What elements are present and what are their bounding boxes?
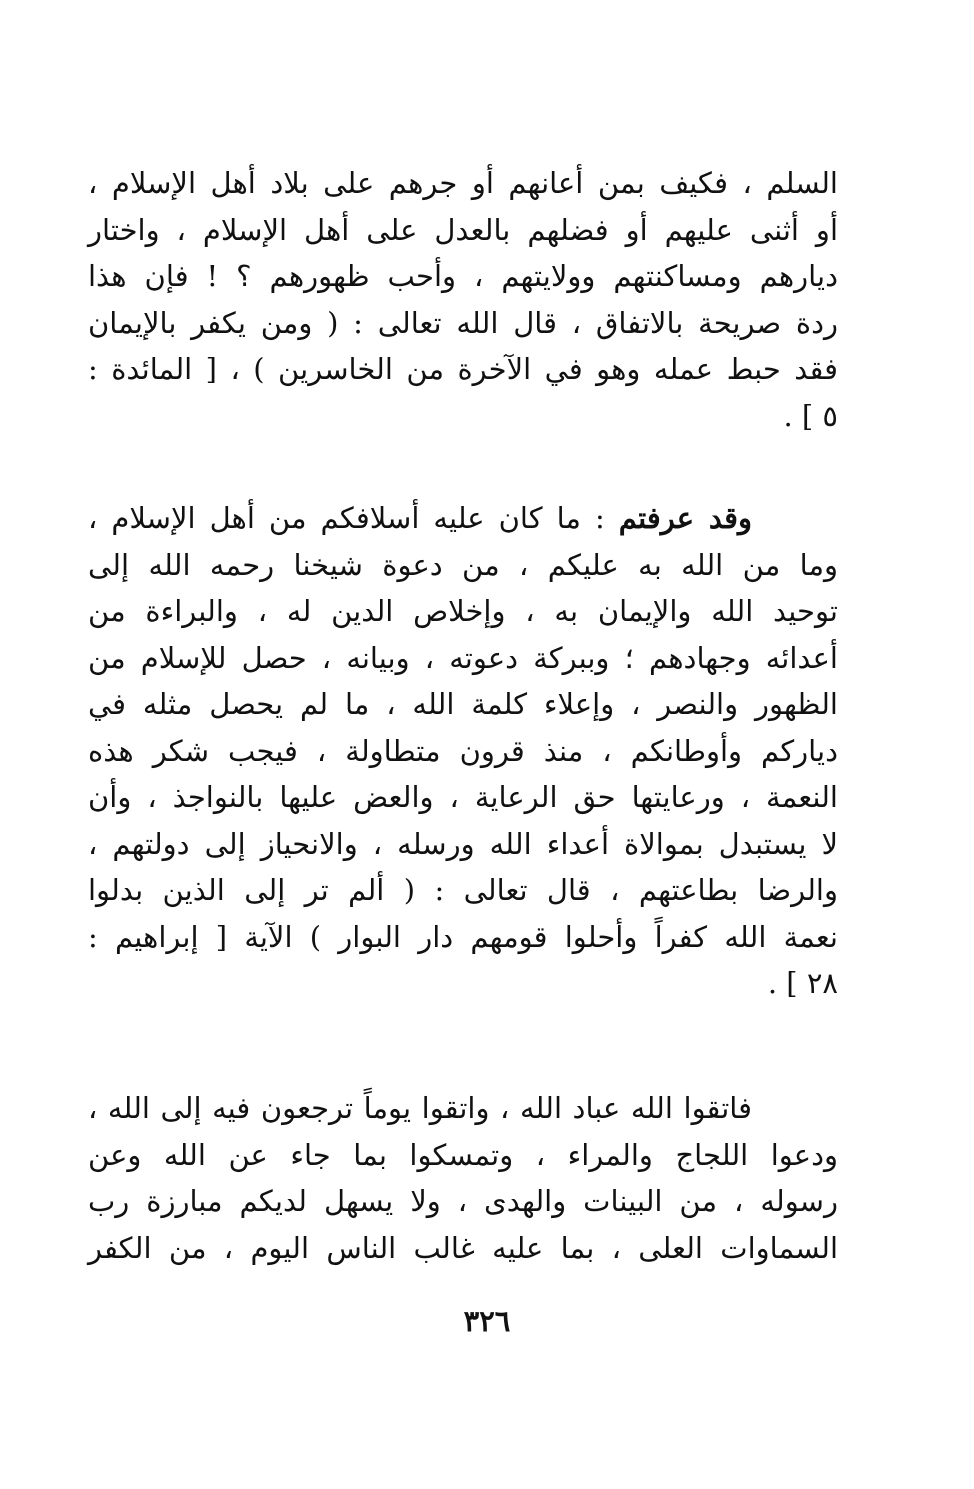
text-line: الظهور والنصر ، وإعلاء كلمة الله ، ما لم يحصل مثله في xyxy=(88,687,838,721)
text-line: أعدائه وجهادهم ؛ وببركة دعوته ، وبيانه ، حصل للإسلام من xyxy=(88,640,838,675)
text-line: وما من الله به عليكم ، من دعوة شيخنا رحمه الله إلى xyxy=(88,547,838,582)
text-line: توحيد الله والإيمان به ، وإخلاص الدين له ، والبراءة من xyxy=(88,594,838,628)
text-line: ردة صريحة بالاتفاق ، قال الله تعالى : ( ومن يكفر بالإيمان xyxy=(88,305,838,340)
text-line: ودعوا اللجاج والمراء ، وتمسكوا بما جاء عن الله وعن xyxy=(88,1137,838,1172)
text-line: النعمة ، ورعايتها حق الرعاية ، والعض عليها بالنواجذ ، وأن xyxy=(88,780,838,814)
text-line: والرضا بطاعتهم ، قال تعالى : ( ألم تر إلى الذين بدلوا xyxy=(88,873,838,907)
text-line: السلم ، فكيف بمن أعانهم أو جرهم على بلاد أهل الإسلام ، xyxy=(88,166,838,200)
text-line: فاتقوا الله عباد الله ، واتقوا يوماً ترجعون فيه إلى الله ، xyxy=(88,1091,752,1125)
text-line: نعمة الله كفراً وأحلوا قومهم دار البوار ) الآية [ إبراهيم : xyxy=(88,919,838,954)
text-line: فقد حبط عمله وهو في الآخرة من الخاسرين ) ، [ المائدة : xyxy=(88,352,838,386)
bold-lead-phrase: وقد عرفتم xyxy=(618,501,753,535)
text-line: دياركم وأوطانكم ، منذ قرون متطاولة ، فيجب شكر هذه xyxy=(88,733,838,768)
text-line: رسوله ، من البينات والهدى ، ولا يسهل لديكم مبارزة رب xyxy=(88,1184,838,1218)
paragraph-3 xyxy=(88,1085,838,1271)
text-line xyxy=(88,495,838,542)
paragraph-1 xyxy=(88,160,838,439)
text-line: ٥ ] . xyxy=(783,398,838,433)
text-line-rest: : ما كان عليه أسلافكم من أهل الإسلام ، xyxy=(88,501,605,535)
text-line: أو أثنى عليهم أو فضلهم بالعدل على أهل الإسلام ، واختار xyxy=(88,212,838,247)
page-number: ٣٢٦ xyxy=(463,1304,511,1338)
paragraph-2 xyxy=(88,495,838,1007)
text-line: السماوات العلى ، بما عليه غالب الناس اليوم ، من الكفر xyxy=(88,1230,838,1265)
text-line: لا يستبدل بموالاة أعداء الله ورسله ، والانحياز إلى دولتهم ، xyxy=(88,826,838,861)
text-line: ٢٨ ] . xyxy=(767,966,838,1000)
text-line: ديارهم ومساكنتهم وولايتهم ، وأحب ظهورهم ؟ ! فإن هذا xyxy=(88,259,838,293)
